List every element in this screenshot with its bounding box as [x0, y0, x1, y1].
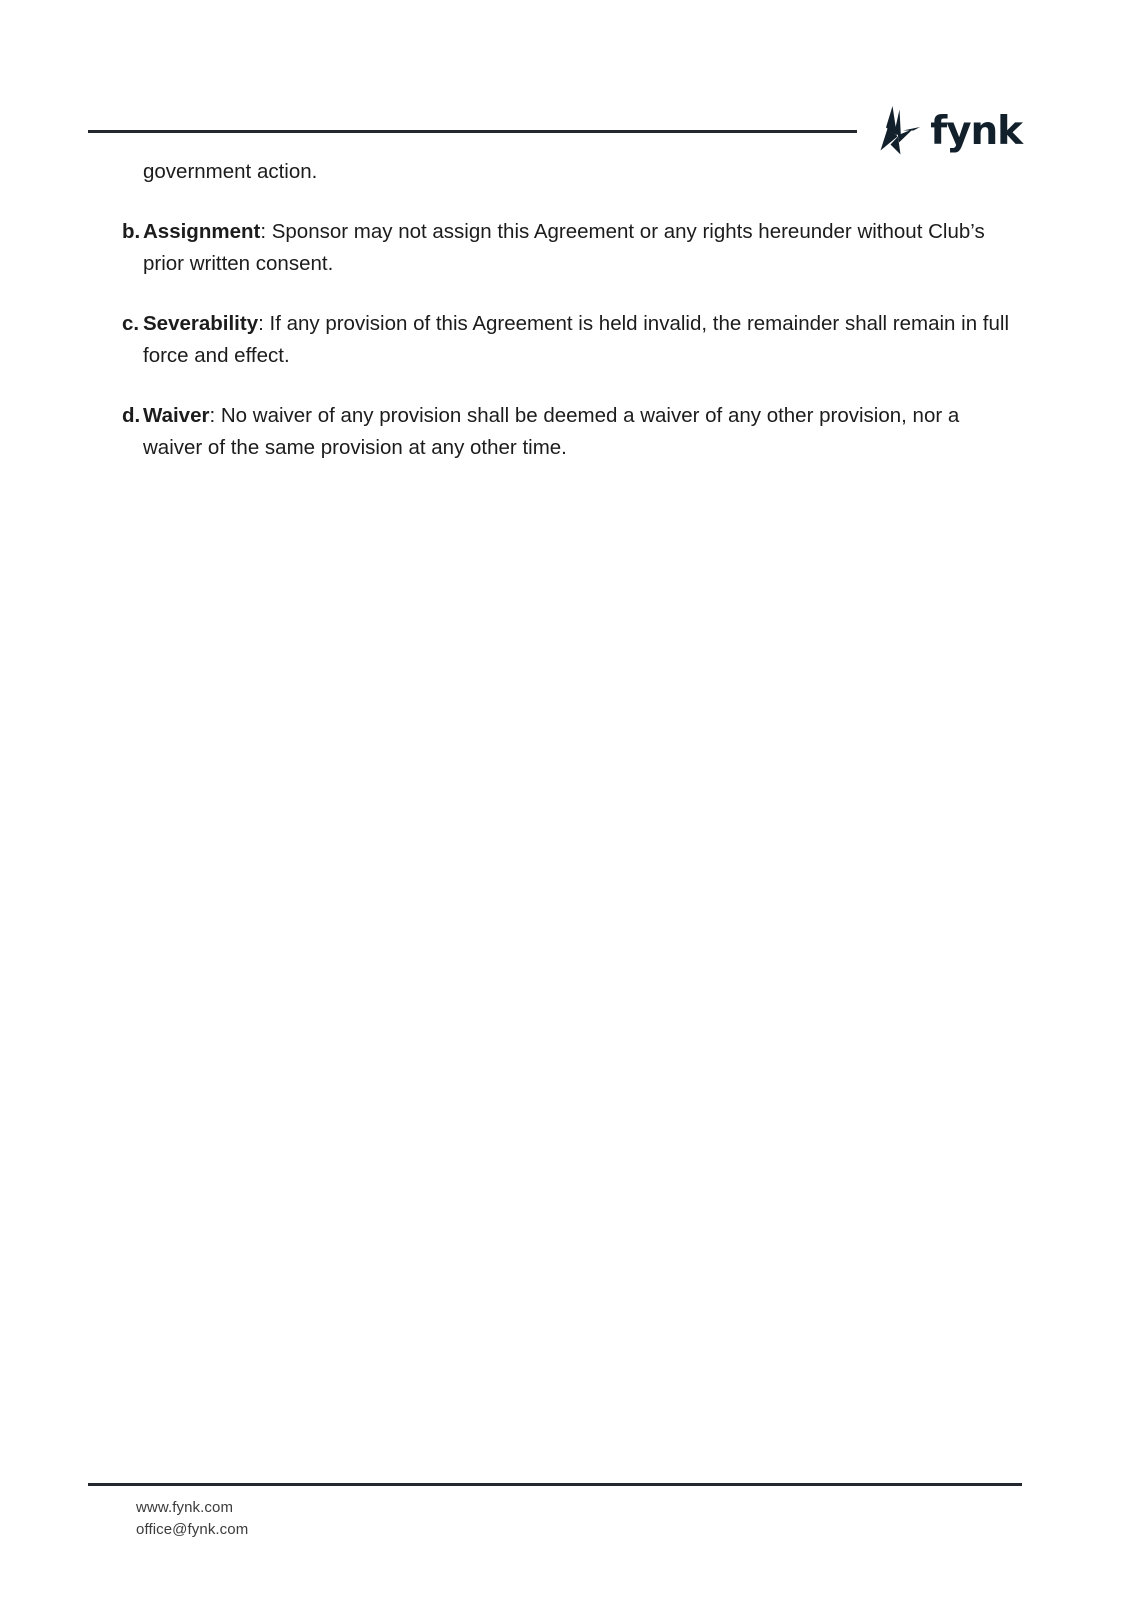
clause-text: No waiver of any provision shall be deemed a waiver of any other provision, nor a waiver of the same provision at any other time.	[143, 404, 960, 459]
clause-marker: b.	[122, 220, 141, 243]
clause-marker: c.	[122, 312, 140, 335]
clause-term: Waiver	[143, 404, 210, 427]
header-divider-rule	[88, 130, 857, 133]
page-header	[88, 100, 1022, 162]
clause-item-waiver	[88, 400, 1022, 463]
clause-separator: :	[258, 312, 270, 335]
clause-term: Assignment	[143, 220, 261, 243]
origami-bird-icon	[875, 105, 921, 155]
clause-term: Severability	[143, 312, 259, 335]
clause-text: Sponsor may not assign this Agreement or any rights hereunder without Club’s prior written consent.	[143, 220, 985, 275]
clause-separator: :	[209, 404, 221, 427]
footer-email[interactable]: office@fynk.com	[136, 1521, 249, 1538]
footer-website[interactable]: www.fynk.com	[136, 1499, 234, 1516]
fynk-wordmark: fynk	[930, 108, 1022, 154]
clause-item-severability	[88, 308, 1022, 371]
footer-contact-block	[88, 1486, 1022, 1541]
clause-marker: d.	[122, 404, 141, 427]
fynk-logo	[875, 105, 1022, 157]
clause-separator: :	[260, 220, 272, 243]
clause-body	[143, 308, 1022, 371]
clause-body	[143, 216, 1022, 279]
document-body	[88, 156, 1022, 463]
clause-body	[143, 400, 1022, 463]
clause-text: If any provision of this Agreement is held invalid, the remainder shall remain in full force and effect.	[143, 312, 1010, 367]
continuation-paragraph: government action.	[143, 160, 318, 183]
clause-item-assignment	[88, 216, 1022, 279]
page-footer	[88, 1483, 1022, 1541]
